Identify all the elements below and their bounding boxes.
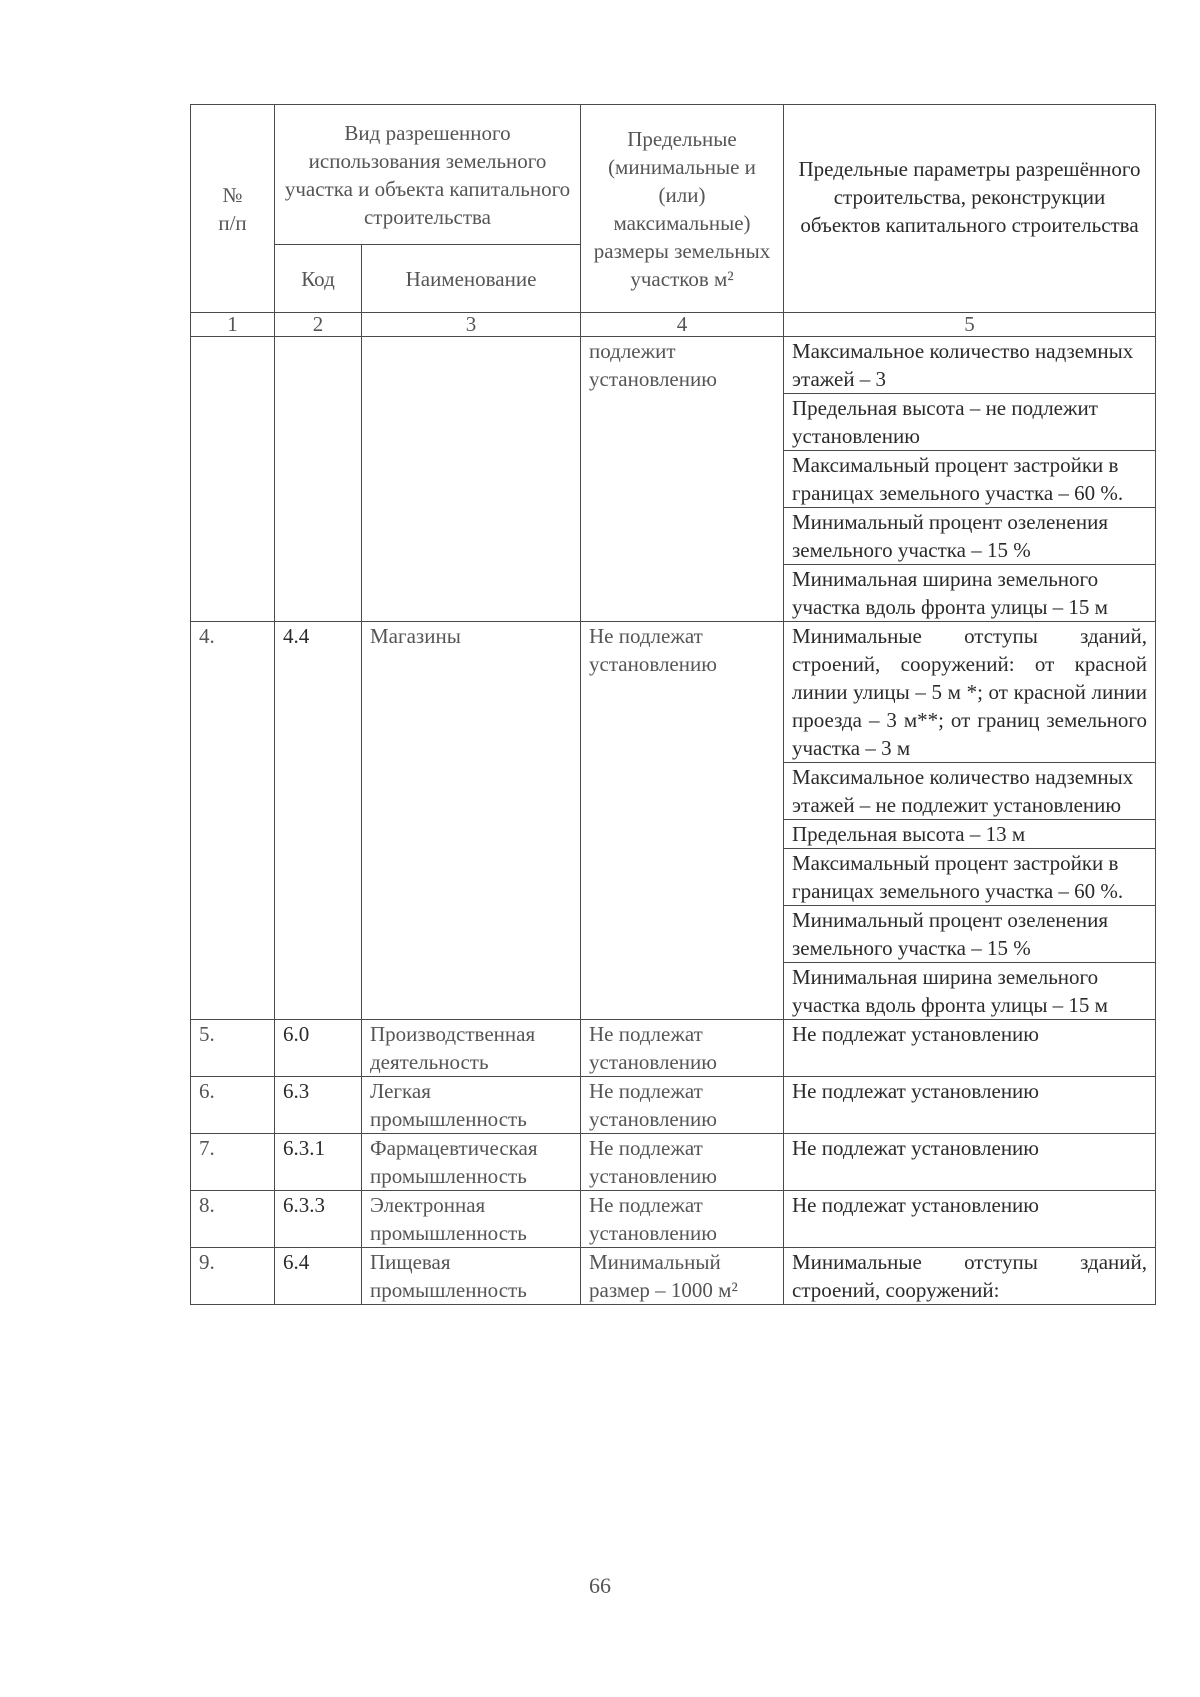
parameter-item: Минимальная ширина земельного участка вдоль фронта улицы – 15 м — [792, 567, 1108, 619]
row-name: Магазины — [362, 622, 581, 1020]
page-number: 66 — [589, 1573, 611, 1598]
row-name: Электронная промышленность — [362, 1191, 581, 1248]
table-row — [191, 1077, 1156, 1134]
row-number: 5. — [191, 1020, 275, 1077]
row-number: 7. — [191, 1134, 275, 1191]
table-row — [191, 1248, 1156, 1305]
row-code: 6.3.1 — [275, 1134, 362, 1191]
row-plot-size: Не подлежат установлению — [581, 1134, 784, 1191]
row-parameters: Не подлежат установлению — [784, 1020, 1156, 1077]
header-usage-type: Вид разрешенного использования земельного участка и объекта капитального строительства — [275, 105, 581, 245]
row-parameters — [784, 337, 1156, 622]
parameter-item: Максимальное количество надземных этажей – 3 — [784, 337, 1155, 394]
parameter-item: Максимальное количество надземных этажей – не подлежит установлению — [784, 763, 1155, 820]
header-number: № п/п — [191, 105, 275, 313]
parameter-item: Предельная высота – не подлежит установлению — [784, 394, 1155, 451]
row-plot-size: Не подлежат установлению — [581, 1020, 784, 1077]
column-number-3: 3 — [362, 313, 581, 337]
zoning-parameters-table — [190, 104, 1156, 1305]
header-code: Код — [275, 245, 362, 313]
parameter-item: Максимальный процент застройки в границах земельного участка – 60 %. — [784, 451, 1155, 508]
parameter-item: Минимальная ширина земельного участка вдоль фронта улицы – 15 м — [792, 965, 1108, 1017]
parameter-item: Минимальный процент озеленения земельного участка – 15 % — [784, 508, 1155, 565]
row-plot-size: Не подлежат установлению — [581, 1191, 784, 1248]
column-number-5: 5 — [784, 313, 1156, 337]
header-construction-parameters: Предельные параметры разрешённого строительства, реконструкции объектов капитального строительства — [784, 105, 1156, 313]
row-number — [191, 337, 275, 622]
table-row — [191, 1191, 1156, 1248]
row-plot-size: Минимальный размер – 1000 м² — [581, 1248, 784, 1305]
column-number-4: 4 — [581, 313, 784, 337]
row-number: 8. — [191, 1191, 275, 1248]
row-parameters: Не подлежат установлению — [784, 1077, 1156, 1134]
row-plot-size: Не подлежат установлению — [581, 1077, 784, 1134]
header-plot-size: Предельные (минимальные и (или) максимальные) размеры земельных участков м² — [581, 105, 784, 313]
parameter-item: Минимальные отступы зданий, строений, сооружений: от красной линии улицы – 5 м *; от красной линии проезда – 3 м**; от границ земельного участка – 3 м — [784, 622, 1155, 763]
row-parameters: Не подлежат установлению — [784, 1134, 1156, 1191]
row-name — [362, 337, 581, 622]
row-number: 6. — [191, 1077, 275, 1134]
row-code: 6.3.3 — [275, 1191, 362, 1248]
parameter-item: Максимальный процент застройки в границах земельного участка – 60 %. — [784, 849, 1155, 906]
parameter-item: Предельная высота – 13 м — [784, 820, 1155, 849]
row-name: Пищевая промышленность — [362, 1248, 581, 1305]
row-plot-size: Не подлежат установлению — [581, 622, 784, 1020]
row-code: 6.3 — [275, 1077, 362, 1134]
row-code: 4.4 — [275, 622, 362, 1020]
table-row — [191, 1134, 1156, 1191]
row-name: Производственная деятельность — [362, 1020, 581, 1077]
row-code: 6.4 — [275, 1248, 362, 1305]
column-number-2: 2 — [275, 313, 362, 337]
row-code — [275, 337, 362, 622]
row-name: Фармацевтическая промышленность — [362, 1134, 581, 1191]
table-row — [191, 622, 1156, 1020]
header-name: Наименование — [362, 245, 581, 313]
table-row — [191, 337, 1156, 622]
row-parameters: Не подлежат установлению — [784, 1191, 1156, 1248]
row-number: 9. — [191, 1248, 275, 1305]
parameter-item: Минимальный процент озеленения земельного участка – 15 % — [784, 906, 1155, 963]
row-parameters — [784, 622, 1156, 1020]
column-number-1: 1 — [191, 313, 275, 337]
row-number: 4. — [191, 622, 275, 1020]
row-name: Легкая промышленность — [362, 1077, 581, 1134]
table-row — [191, 1020, 1156, 1077]
row-parameters: Минимальные отступы зданий, строений, сооружений: — [784, 1248, 1156, 1305]
row-plot-size: подлежит установлению — [581, 337, 784, 622]
row-code: 6.0 — [275, 1020, 362, 1077]
